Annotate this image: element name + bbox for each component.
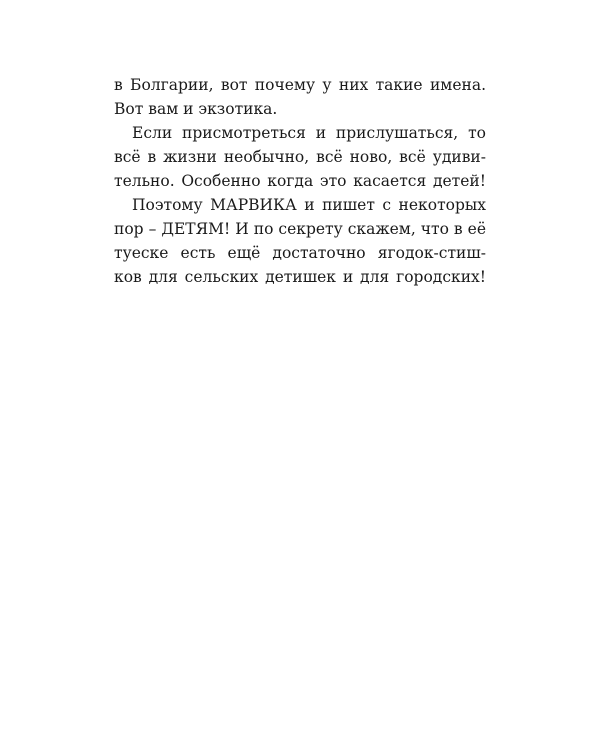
text-line: пор – ДЕТЯМ! И по секрету скажем, что в её	[114, 220, 486, 238]
text-line: в Болгарии, вот почему у них такие имена.	[114, 76, 486, 94]
text-line: тельно. Особенно когда это касается детей!	[114, 172, 486, 190]
text-line: Вот вам и экзотика.	[114, 100, 278, 118]
text-line: Если присмотреться и прислушаться, то	[132, 124, 486, 142]
text-line: ков для сельских детишек и для городских!	[114, 268, 486, 286]
body-text	[114, 73, 486, 289]
text-line: всё в жизни необычно, всё ново, всё удиви-	[114, 148, 486, 166]
text-line: туеске есть ещё достаточно ягодок-стиш-	[114, 244, 486, 262]
text-line: Поэтому МАРВИКА и пишет с некоторых	[132, 196, 486, 214]
